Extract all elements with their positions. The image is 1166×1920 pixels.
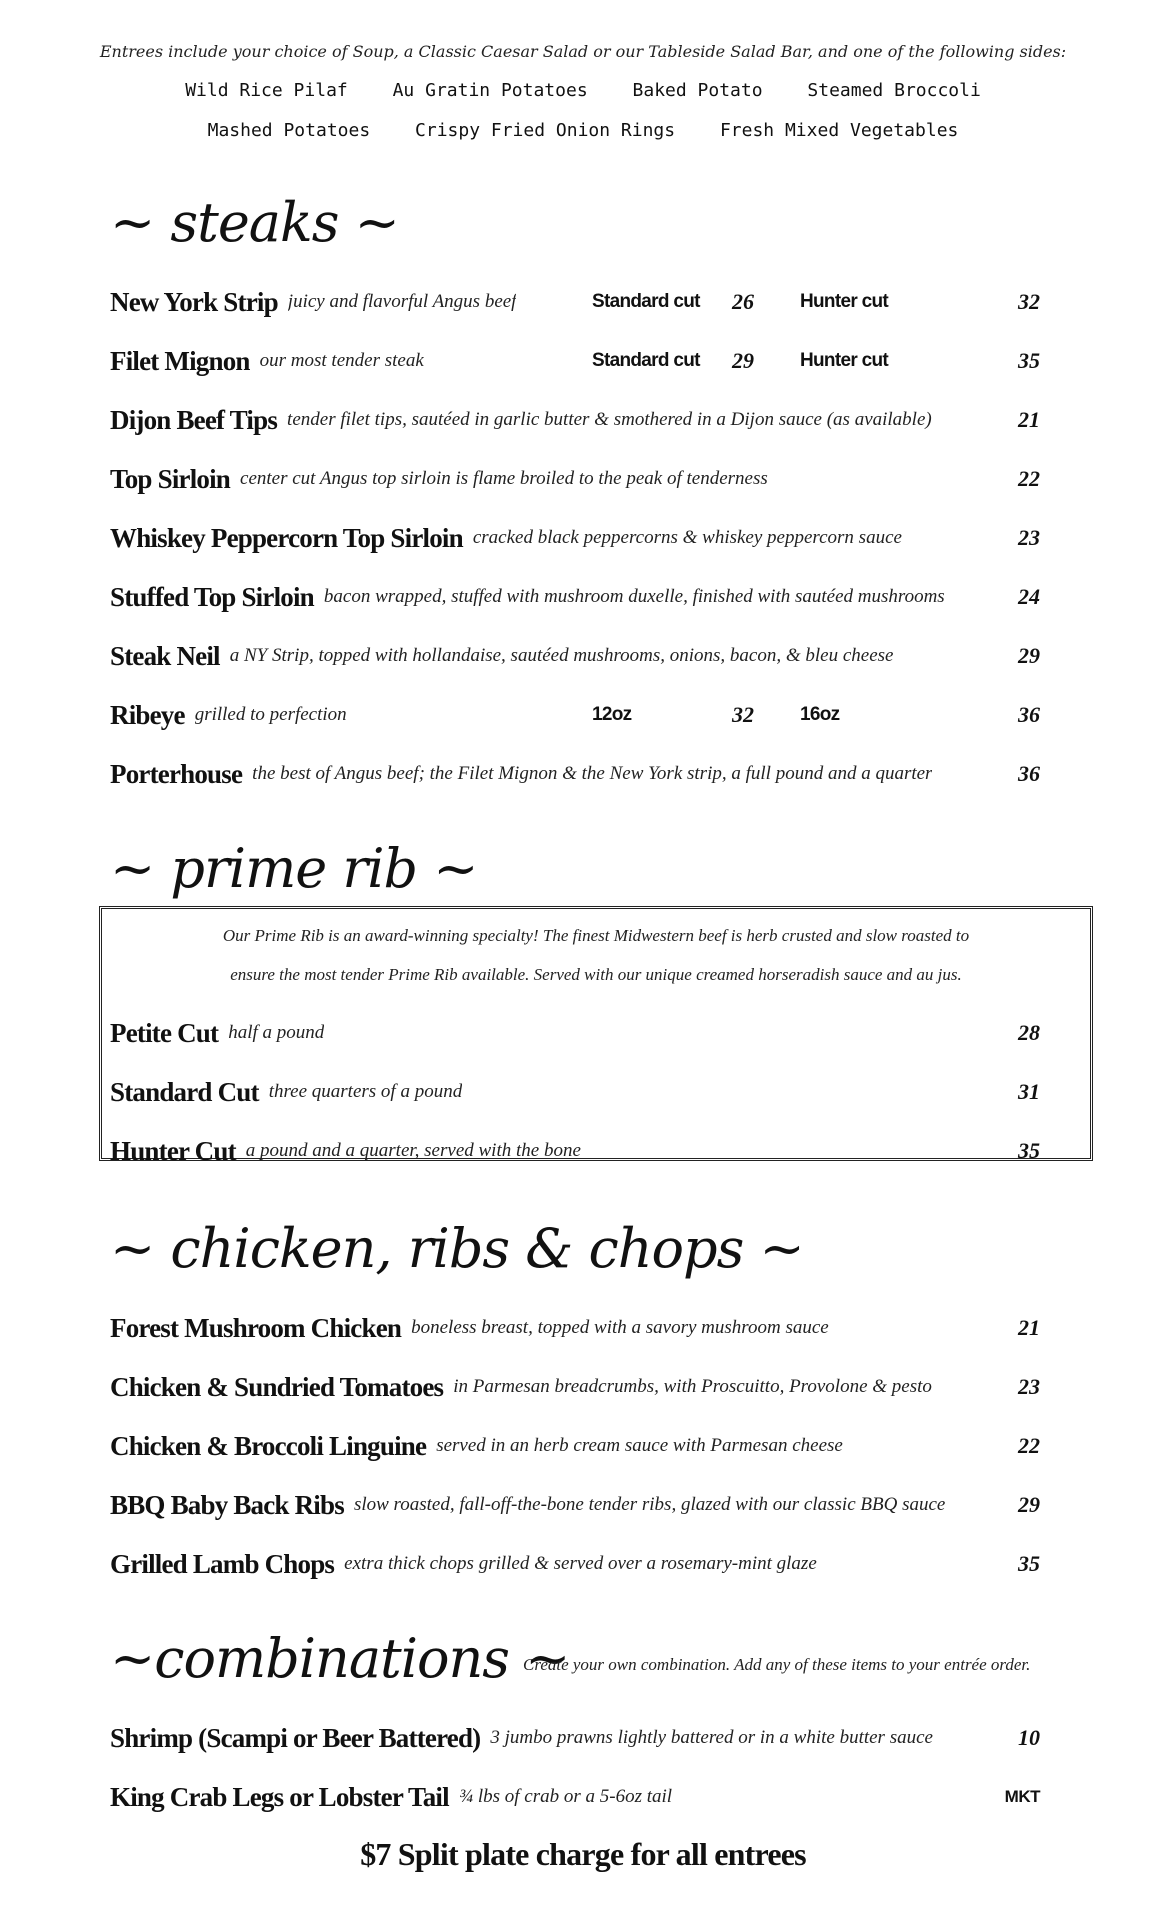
item-price: 21 — [1018, 407, 1040, 432]
cut-label: Standard cut — [592, 350, 700, 371]
item-name: Ribeye — [110, 699, 185, 730]
cut-label: Hunter cut — [800, 350, 889, 371]
item-description: ¾ lbs of crab or a 5-6oz tail — [458, 1786, 673, 1807]
item-name: King Crab Legs or Lobster Tail — [110, 1781, 449, 1812]
item-price: 22 — [1018, 1433, 1040, 1458]
size-label: 12oz — [592, 704, 632, 725]
chicken-ribs-chops-heading: ~ chicken, ribs & chops ~ — [110, 1217, 804, 1280]
side-item: Baked Potato — [632, 80, 763, 101]
item-name: Stuffed Top Sirloin — [110, 581, 314, 612]
item-price: 10 — [1018, 1725, 1040, 1750]
item-description: tender filet tips, sautéed in garlic butter & smothered in a Dijon sauce (as available) — [287, 409, 932, 430]
combinations-heading: ~combinations ~ — [110, 1627, 570, 1690]
item-price: 23 — [1018, 525, 1040, 550]
item-description: center cut Angus top sirloin is flame broiled to the peak of tenderness — [240, 468, 768, 489]
item-price: 22 — [1018, 466, 1040, 491]
item-name: BBQ Baby Back Ribs — [110, 1489, 344, 1520]
menu-item — [110, 1129, 1040, 1173]
item-name: Filet Mignon — [110, 345, 250, 376]
split-plate-charge: $7 Split plate charge for all entrees — [360, 1836, 806, 1872]
prime-rib-heading: ~ prime rib ~ — [110, 837, 478, 900]
prime-rib-note-line-2: ensure the most tender Prime Rib available. Served with our unique creamed horseradish sauce and au jus. — [230, 965, 962, 984]
menu-item — [110, 457, 1040, 501]
cut-label: Hunter cut — [800, 291, 889, 312]
item-description: served in an herb cream sauce with Parmesan cheese — [436, 1435, 843, 1456]
side-item: Wild Rice Pilaf — [185, 80, 348, 101]
item-name: Hunter Cut — [110, 1135, 236, 1166]
item-price: 28 — [1018, 1020, 1040, 1045]
item-description: half a pound — [228, 1022, 325, 1043]
intro-text: Entrees include your choice of Soup, a Classic Caesar Salad or our Tableside Salad Bar, and one of the following sides: — [99, 42, 1067, 61]
menu-item — [110, 1365, 1040, 1409]
menu-item — [110, 1424, 1040, 1468]
item-price: MKT — [1004, 1787, 1040, 1806]
item-description: cracked black peppercorns & whiskey peppercorn sauce — [472, 527, 902, 548]
item-description: juicy and flavorful Angus beef — [287, 291, 517, 312]
size-label: 16oz — [800, 704, 840, 725]
item-price: 32 — [1018, 289, 1040, 314]
item-description: grilled to perfection — [194, 704, 347, 725]
menu-item — [110, 1542, 1040, 1586]
menu-item — [110, 1483, 1040, 1527]
cut-label: Standard cut — [592, 291, 700, 312]
item-description: bacon wrapped, stuffed with mushroom duxelle, finished with sautéed mushrooms — [323, 586, 945, 607]
item-description: boneless breast, topped with a savory mushroom sauce — [411, 1317, 829, 1338]
item-description: a NY Strip, topped with hollandaise, sautéed mushrooms, onions, bacon, & bleu cheese — [229, 645, 894, 666]
item-name: Shrimp (Scampi or Beer Battered) — [110, 1722, 481, 1753]
menu-item — [110, 1716, 1040, 1760]
item-name: Top Sirloin — [110, 463, 231, 494]
sides-row-1 — [0, 80, 1166, 101]
combinations-note: Create your own combination. Add any of these items to your entrée order. — [523, 1655, 1031, 1674]
item-price: 36 — [1018, 702, 1040, 727]
item-name: Standard Cut — [110, 1076, 259, 1107]
item-name: Petite Cut — [110, 1017, 219, 1048]
item-price: 29 — [1018, 643, 1040, 668]
prime-rib-note-line-1: Our Prime Rib is an award-winning specialty! The finest Midwestern beef is herb crusted and slow roasted to — [222, 926, 970, 945]
menu-item — [110, 752, 1040, 796]
side-item: Steamed Broccoli — [807, 80, 981, 101]
menu-item — [110, 693, 1040, 737]
menu-item — [110, 280, 1040, 324]
menu-item — [110, 1306, 1040, 1350]
item-name: Grilled Lamb Chops — [110, 1548, 335, 1579]
menu-item — [110, 1775, 1040, 1819]
item-price: 21 — [1018, 1315, 1040, 1340]
cut-price: 29 — [732, 348, 754, 373]
sides-row-2 — [0, 120, 1166, 141]
item-description: the best of Angus beef; the Filet Mignon & the New York strip, a full pound and a quarter — [252, 763, 933, 784]
item-price: 24 — [1018, 584, 1040, 609]
item-price: 29 — [1018, 1492, 1040, 1517]
side-item: Crispy Fried Onion Rings — [415, 120, 676, 141]
item-description: in Parmesan breadcrumbs, with Proscuitto, Provolone & pesto — [453, 1376, 932, 1397]
side-item: Au Gratin Potatoes — [392, 80, 588, 101]
item-name: Whiskey Peppercorn Top Sirloin — [110, 522, 463, 553]
menu-item — [110, 1070, 1040, 1114]
steaks-heading: ~ steaks ~ — [110, 191, 399, 254]
item-name: Chicken & Broccoli Linguine — [110, 1430, 427, 1461]
menu-item — [110, 398, 1040, 442]
item-price: 31 — [1018, 1079, 1040, 1104]
item-name: Steak Neil — [110, 640, 220, 671]
item-price: 23 — [1018, 1374, 1040, 1399]
item-description: 3 jumbo prawns lightly battered or in a white butter sauce — [490, 1727, 933, 1748]
item-name: Forest Mushroom Chicken — [110, 1312, 402, 1343]
item-description: three quarters of a pound — [268, 1081, 463, 1102]
item-name: Chicken & Sundried Tomatoes — [110, 1371, 444, 1402]
menu-item — [110, 1011, 1040, 1055]
menu-item — [110, 634, 1040, 678]
menu-item — [110, 339, 1040, 383]
item-description: a pound and a quarter, served with the bone — [245, 1140, 581, 1161]
item-price: 36 — [1018, 761, 1040, 786]
cut-price: 26 — [732, 289, 754, 314]
item-description: our most tender steak — [259, 350, 424, 371]
item-description: slow roasted, fall-off-the-bone tender ribs, glazed with our classic BBQ sauce — [353, 1494, 946, 1515]
size-price: 32 — [732, 702, 754, 727]
side-item: Mashed Potatoes — [207, 120, 371, 141]
item-description: extra thick chops grilled & served over a rosemary-mint glaze — [344, 1553, 817, 1574]
side-item: Fresh Mixed Vegetables — [719, 120, 959, 141]
item-name: New York Strip — [110, 286, 278, 317]
menu-item — [110, 575, 1040, 619]
item-name: Porterhouse — [110, 758, 243, 789]
item-name: Dijon Beef Tips — [110, 404, 278, 435]
menu-item — [110, 516, 1040, 560]
item-price: 35 — [1018, 348, 1040, 373]
item-price: 35 — [1018, 1551, 1040, 1576]
item-price: 35 — [1018, 1138, 1040, 1163]
